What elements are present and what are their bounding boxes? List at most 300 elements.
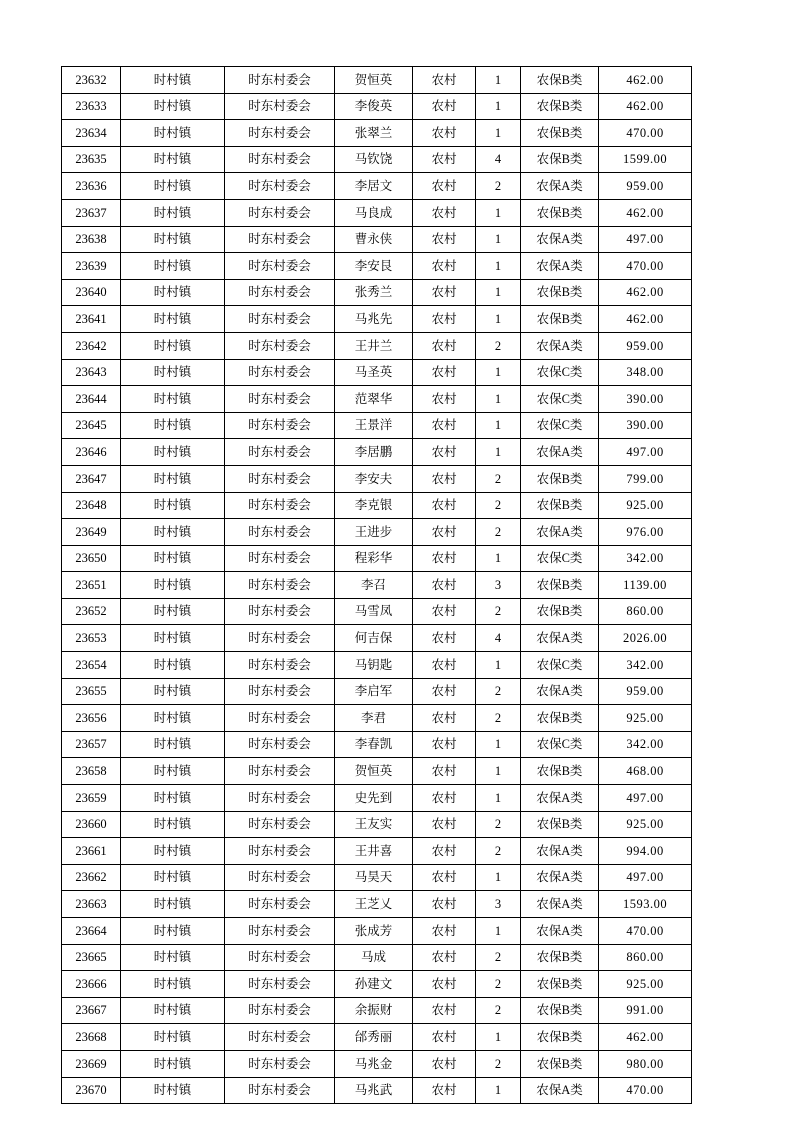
cell-category: 农保B类 [521, 93, 599, 120]
cell-category: 农保A类 [521, 1077, 599, 1104]
cell-count: 1 [476, 120, 521, 147]
cell-count: 1 [476, 386, 521, 413]
cell-category: 农保A类 [521, 173, 599, 200]
cell-count: 1 [476, 864, 521, 891]
cell-household-type: 农村 [413, 226, 476, 253]
cell-category: 农保B类 [521, 758, 599, 785]
cell-amount: 497.00 [599, 864, 692, 891]
cell-amount: 342.00 [599, 545, 692, 572]
cell-id: 23648 [62, 492, 121, 519]
cell-category: 农保A类 [521, 864, 599, 891]
cell-count: 4 [476, 146, 521, 173]
cell-town: 时村镇 [121, 971, 225, 998]
cell-count: 1 [476, 93, 521, 120]
cell-name: 程彩华 [335, 545, 413, 572]
cell-town: 时村镇 [121, 332, 225, 359]
beneficiary-table [61, 66, 692, 1104]
cell-household-type: 农村 [413, 120, 476, 147]
cell-count: 1 [476, 279, 521, 306]
cell-town: 时村镇 [121, 412, 225, 439]
cell-name: 王井喜 [335, 838, 413, 865]
cell-village: 时东村委会 [225, 386, 335, 413]
cell-household-type: 农村 [413, 758, 476, 785]
cell-village: 时东村委会 [225, 67, 335, 94]
table-row [62, 997, 692, 1024]
cell-name: 王芝乂 [335, 891, 413, 918]
cell-town: 时村镇 [121, 598, 225, 625]
table-row [62, 306, 692, 333]
cell-id: 23641 [62, 306, 121, 333]
cell-town: 时村镇 [121, 492, 225, 519]
cell-household-type: 农村 [413, 306, 476, 333]
cell-category: 农保B类 [521, 146, 599, 173]
cell-name: 马钦饶 [335, 146, 413, 173]
cell-id: 23638 [62, 226, 121, 253]
cell-household-type: 农村 [413, 146, 476, 173]
cell-name: 李安夫 [335, 465, 413, 492]
cell-category: 农保A类 [521, 519, 599, 546]
cell-household-type: 农村 [413, 173, 476, 200]
cell-town: 时村镇 [121, 891, 225, 918]
table-row [62, 705, 692, 732]
cell-village: 时东村委会 [225, 918, 335, 945]
table-row [62, 944, 692, 971]
cell-amount: 1599.00 [599, 146, 692, 173]
cell-count: 2 [476, 944, 521, 971]
cell-id: 23643 [62, 359, 121, 386]
cell-count: 1 [476, 359, 521, 386]
table-row [62, 120, 692, 147]
cell-household-type: 农村 [413, 359, 476, 386]
cell-category: 农保B类 [521, 279, 599, 306]
cell-id: 23637 [62, 199, 121, 226]
cell-town: 时村镇 [121, 173, 225, 200]
cell-name: 余振财 [335, 997, 413, 1024]
cell-name: 王友实 [335, 811, 413, 838]
cell-village: 时东村委会 [225, 199, 335, 226]
cell-category: 农保B类 [521, 465, 599, 492]
table-row [62, 1050, 692, 1077]
table-row [62, 492, 692, 519]
cell-amount: 959.00 [599, 173, 692, 200]
cell-count: 2 [476, 997, 521, 1024]
table-row [62, 678, 692, 705]
table-row [62, 785, 692, 812]
cell-amount: 925.00 [599, 492, 692, 519]
table-row [62, 226, 692, 253]
cell-village: 时东村委会 [225, 652, 335, 679]
cell-count: 2 [476, 173, 521, 200]
cell-village: 时东村委会 [225, 492, 335, 519]
cell-village: 时东村委会 [225, 253, 335, 280]
cell-household-type: 农村 [413, 997, 476, 1024]
table-row [62, 1024, 692, 1051]
cell-count: 2 [476, 838, 521, 865]
cell-village: 时东村委会 [225, 811, 335, 838]
cell-household-type: 农村 [413, 918, 476, 945]
cell-name: 李安艮 [335, 253, 413, 280]
cell-household-type: 农村 [413, 279, 476, 306]
cell-amount: 994.00 [599, 838, 692, 865]
cell-village: 时东村委会 [225, 93, 335, 120]
cell-town: 时村镇 [121, 253, 225, 280]
table-row [62, 253, 692, 280]
cell-household-type: 农村 [413, 678, 476, 705]
cell-category: 农保A类 [521, 785, 599, 812]
cell-village: 时东村委会 [225, 705, 335, 732]
cell-count: 1 [476, 226, 521, 253]
cell-id: 23656 [62, 705, 121, 732]
cell-amount: 462.00 [599, 1024, 692, 1051]
cell-count: 1 [476, 758, 521, 785]
table-row [62, 545, 692, 572]
cell-category: 农保B类 [521, 811, 599, 838]
cell-count: 1 [476, 731, 521, 758]
table-row [62, 838, 692, 865]
cell-name: 孙建文 [335, 971, 413, 998]
cell-count: 2 [476, 678, 521, 705]
table-row [62, 971, 692, 998]
cell-household-type: 农村 [413, 412, 476, 439]
table-row [62, 519, 692, 546]
cell-name: 马钥匙 [335, 652, 413, 679]
cell-name: 马良成 [335, 199, 413, 226]
cell-household-type: 农村 [413, 93, 476, 120]
cell-town: 时村镇 [121, 652, 225, 679]
cell-name: 贺恒英 [335, 67, 413, 94]
cell-amount: 497.00 [599, 785, 692, 812]
cell-household-type: 农村 [413, 253, 476, 280]
cell-amount: 470.00 [599, 253, 692, 280]
cell-id: 23663 [62, 891, 121, 918]
cell-amount: 462.00 [599, 279, 692, 306]
cell-count: 3 [476, 891, 521, 918]
cell-amount: 799.00 [599, 465, 692, 492]
table-row [62, 918, 692, 945]
cell-amount: 462.00 [599, 67, 692, 94]
cell-name: 张翠兰 [335, 120, 413, 147]
table-row [62, 625, 692, 652]
cell-amount: 2026.00 [599, 625, 692, 652]
table-row [62, 359, 692, 386]
cell-household-type: 农村 [413, 199, 476, 226]
cell-category: 农保C类 [521, 412, 599, 439]
cell-household-type: 农村 [413, 1050, 476, 1077]
cell-household-type: 农村 [413, 67, 476, 94]
cell-count: 2 [476, 811, 521, 838]
table-row [62, 758, 692, 785]
cell-name: 马兆武 [335, 1077, 413, 1104]
cell-id: 23639 [62, 253, 121, 280]
cell-category: 农保A类 [521, 253, 599, 280]
cell-category: 农保C类 [521, 386, 599, 413]
cell-amount: 959.00 [599, 678, 692, 705]
cell-id: 23655 [62, 678, 121, 705]
cell-category: 农保A类 [521, 918, 599, 945]
cell-town: 时村镇 [121, 386, 225, 413]
cell-amount: 1593.00 [599, 891, 692, 918]
cell-amount: 980.00 [599, 1050, 692, 1077]
cell-town: 时村镇 [121, 1024, 225, 1051]
cell-name: 李俊英 [335, 93, 413, 120]
table-row [62, 93, 692, 120]
cell-id: 23669 [62, 1050, 121, 1077]
cell-id: 23633 [62, 93, 121, 120]
cell-town: 时村镇 [121, 1050, 225, 1077]
cell-category: 农保C类 [521, 545, 599, 572]
cell-category: 农保A类 [521, 678, 599, 705]
cell-amount: 468.00 [599, 758, 692, 785]
cell-household-type: 农村 [413, 731, 476, 758]
cell-count: 1 [476, 652, 521, 679]
table-row [62, 731, 692, 758]
cell-id: 23652 [62, 598, 121, 625]
cell-count: 2 [476, 1050, 521, 1077]
cell-count: 1 [476, 67, 521, 94]
cell-town: 时村镇 [121, 519, 225, 546]
cell-town: 时村镇 [121, 731, 225, 758]
cell-category: 农保A类 [521, 439, 599, 466]
cell-category: 农保B类 [521, 120, 599, 147]
cell-name: 范翠华 [335, 386, 413, 413]
cell-category: 农保B类 [521, 1050, 599, 1077]
cell-village: 时东村委会 [225, 598, 335, 625]
cell-count: 1 [476, 253, 521, 280]
cell-town: 时村镇 [121, 279, 225, 306]
table-row [62, 811, 692, 838]
cell-name: 王进步 [335, 519, 413, 546]
cell-count: 1 [476, 1024, 521, 1051]
cell-id: 23636 [62, 173, 121, 200]
cell-category: 农保A类 [521, 226, 599, 253]
cell-category: 农保B类 [521, 971, 599, 998]
cell-town: 时村镇 [121, 465, 225, 492]
cell-household-type: 农村 [413, 439, 476, 466]
cell-id: 23666 [62, 971, 121, 998]
cell-count: 1 [476, 412, 521, 439]
cell-count: 1 [476, 199, 521, 226]
cell-amount: 925.00 [599, 971, 692, 998]
cell-name: 马圣英 [335, 359, 413, 386]
cell-village: 时东村委会 [225, 1077, 335, 1104]
cell-category: 农保B类 [521, 944, 599, 971]
cell-name: 贺恒英 [335, 758, 413, 785]
cell-name: 李居文 [335, 173, 413, 200]
cell-id: 23644 [62, 386, 121, 413]
cell-village: 时东村委会 [225, 891, 335, 918]
cell-id: 23665 [62, 944, 121, 971]
cell-village: 时东村委会 [225, 997, 335, 1024]
table-row [62, 279, 692, 306]
cell-village: 时东村委会 [225, 1024, 335, 1051]
cell-category: 农保B类 [521, 705, 599, 732]
table-row [62, 465, 692, 492]
cell-id: 23649 [62, 519, 121, 546]
cell-household-type: 农村 [413, 465, 476, 492]
cell-category: 农保C类 [521, 652, 599, 679]
cell-town: 时村镇 [121, 572, 225, 599]
cell-name: 王井兰 [335, 332, 413, 359]
cell-id: 23657 [62, 731, 121, 758]
cell-amount: 1139.00 [599, 572, 692, 599]
cell-category: 农保B类 [521, 67, 599, 94]
cell-household-type: 农村 [413, 1024, 476, 1051]
cell-category: 农保C类 [521, 731, 599, 758]
cell-name: 马昊天 [335, 864, 413, 891]
cell-name: 李启军 [335, 678, 413, 705]
cell-town: 时村镇 [121, 226, 225, 253]
cell-id: 23659 [62, 785, 121, 812]
cell-id: 23632 [62, 67, 121, 94]
cell-village: 时东村委会 [225, 120, 335, 147]
cell-name: 张成芳 [335, 918, 413, 945]
cell-name: 王景洋 [335, 412, 413, 439]
cell-household-type: 农村 [413, 545, 476, 572]
table-row [62, 598, 692, 625]
cell-id: 23658 [62, 758, 121, 785]
cell-amount: 470.00 [599, 1077, 692, 1104]
cell-town: 时村镇 [121, 758, 225, 785]
cell-household-type: 农村 [413, 598, 476, 625]
cell-id: 23660 [62, 811, 121, 838]
cell-category: 农保A类 [521, 838, 599, 865]
cell-household-type: 农村 [413, 1077, 476, 1104]
cell-household-type: 农村 [413, 625, 476, 652]
cell-name: 史先到 [335, 785, 413, 812]
table-row [62, 439, 692, 466]
cell-category: 农保B类 [521, 572, 599, 599]
cell-amount: 959.00 [599, 332, 692, 359]
cell-name: 马兆先 [335, 306, 413, 333]
table-row [62, 173, 692, 200]
cell-amount: 860.00 [599, 944, 692, 971]
table-row [62, 572, 692, 599]
cell-id: 23647 [62, 465, 121, 492]
cell-village: 时东村委会 [225, 173, 335, 200]
cell-village: 时东村委会 [225, 944, 335, 971]
cell-town: 时村镇 [121, 93, 225, 120]
cell-household-type: 农村 [413, 864, 476, 891]
cell-village: 时东村委会 [225, 545, 335, 572]
cell-id: 23662 [62, 864, 121, 891]
cell-town: 时村镇 [121, 625, 225, 652]
cell-village: 时东村委会 [225, 1050, 335, 1077]
table-row [62, 864, 692, 891]
cell-count: 4 [476, 625, 521, 652]
cell-name: 李召 [335, 572, 413, 599]
cell-town: 时村镇 [121, 199, 225, 226]
cell-amount: 342.00 [599, 731, 692, 758]
cell-household-type: 农村 [413, 811, 476, 838]
cell-count: 1 [476, 545, 521, 572]
cell-town: 时村镇 [121, 67, 225, 94]
cell-town: 时村镇 [121, 997, 225, 1024]
table-row [62, 199, 692, 226]
cell-village: 时东村委会 [225, 864, 335, 891]
cell-id: 23646 [62, 439, 121, 466]
cell-amount: 497.00 [599, 226, 692, 253]
cell-household-type: 农村 [413, 705, 476, 732]
cell-amount: 462.00 [599, 93, 692, 120]
cell-amount: 470.00 [599, 120, 692, 147]
cell-village: 时东村委会 [225, 226, 335, 253]
cell-town: 时村镇 [121, 811, 225, 838]
table-row [62, 652, 692, 679]
cell-amount: 925.00 [599, 705, 692, 732]
cell-name: 李君 [335, 705, 413, 732]
cell-count: 2 [476, 519, 521, 546]
table-row [62, 891, 692, 918]
cell-category: 农保A类 [521, 891, 599, 918]
cell-category: 农保A类 [521, 625, 599, 652]
cell-count: 2 [476, 598, 521, 625]
cell-town: 时村镇 [121, 705, 225, 732]
cell-count: 3 [476, 572, 521, 599]
cell-town: 时村镇 [121, 864, 225, 891]
cell-id: 23642 [62, 332, 121, 359]
cell-household-type: 农村 [413, 492, 476, 519]
cell-count: 2 [476, 492, 521, 519]
cell-amount: 342.00 [599, 652, 692, 679]
cell-count: 1 [476, 918, 521, 945]
cell-town: 时村镇 [121, 1077, 225, 1104]
cell-village: 时东村委会 [225, 412, 335, 439]
cell-village: 时东村委会 [225, 785, 335, 812]
cell-count: 2 [476, 971, 521, 998]
cell-category: 农保B类 [521, 997, 599, 1024]
cell-village: 时东村委会 [225, 625, 335, 652]
cell-village: 时东村委会 [225, 838, 335, 865]
cell-village: 时东村委会 [225, 465, 335, 492]
cell-id: 23664 [62, 918, 121, 945]
cell-amount: 925.00 [599, 811, 692, 838]
cell-town: 时村镇 [121, 439, 225, 466]
cell-village: 时东村委会 [225, 519, 335, 546]
cell-count: 1 [476, 1077, 521, 1104]
cell-household-type: 农村 [413, 944, 476, 971]
cell-village: 时东村委会 [225, 332, 335, 359]
cell-amount: 860.00 [599, 598, 692, 625]
cell-town: 时村镇 [121, 785, 225, 812]
cell-village: 时东村委会 [225, 678, 335, 705]
cell-name: 张秀兰 [335, 279, 413, 306]
cell-id: 23667 [62, 997, 121, 1024]
cell-town: 时村镇 [121, 306, 225, 333]
cell-name: 李居鹏 [335, 439, 413, 466]
cell-id: 23635 [62, 146, 121, 173]
cell-category: 农保A类 [521, 332, 599, 359]
cell-name: 马雪凤 [335, 598, 413, 625]
cell-household-type: 农村 [413, 838, 476, 865]
cell-town: 时村镇 [121, 545, 225, 572]
cell-id: 23651 [62, 572, 121, 599]
cell-town: 时村镇 [121, 678, 225, 705]
cell-category: 农保C类 [521, 359, 599, 386]
cell-household-type: 农村 [413, 652, 476, 679]
cell-category: 农保B类 [521, 492, 599, 519]
cell-id: 23661 [62, 838, 121, 865]
cell-amount: 497.00 [599, 439, 692, 466]
cell-household-type: 农村 [413, 572, 476, 599]
table-row [62, 1077, 692, 1104]
cell-category: 农保B类 [521, 199, 599, 226]
cell-village: 时东村委会 [225, 731, 335, 758]
cell-id: 23634 [62, 120, 121, 147]
cell-amount: 470.00 [599, 918, 692, 945]
cell-village: 时东村委会 [225, 359, 335, 386]
cell-household-type: 农村 [413, 332, 476, 359]
cell-household-type: 农村 [413, 386, 476, 413]
